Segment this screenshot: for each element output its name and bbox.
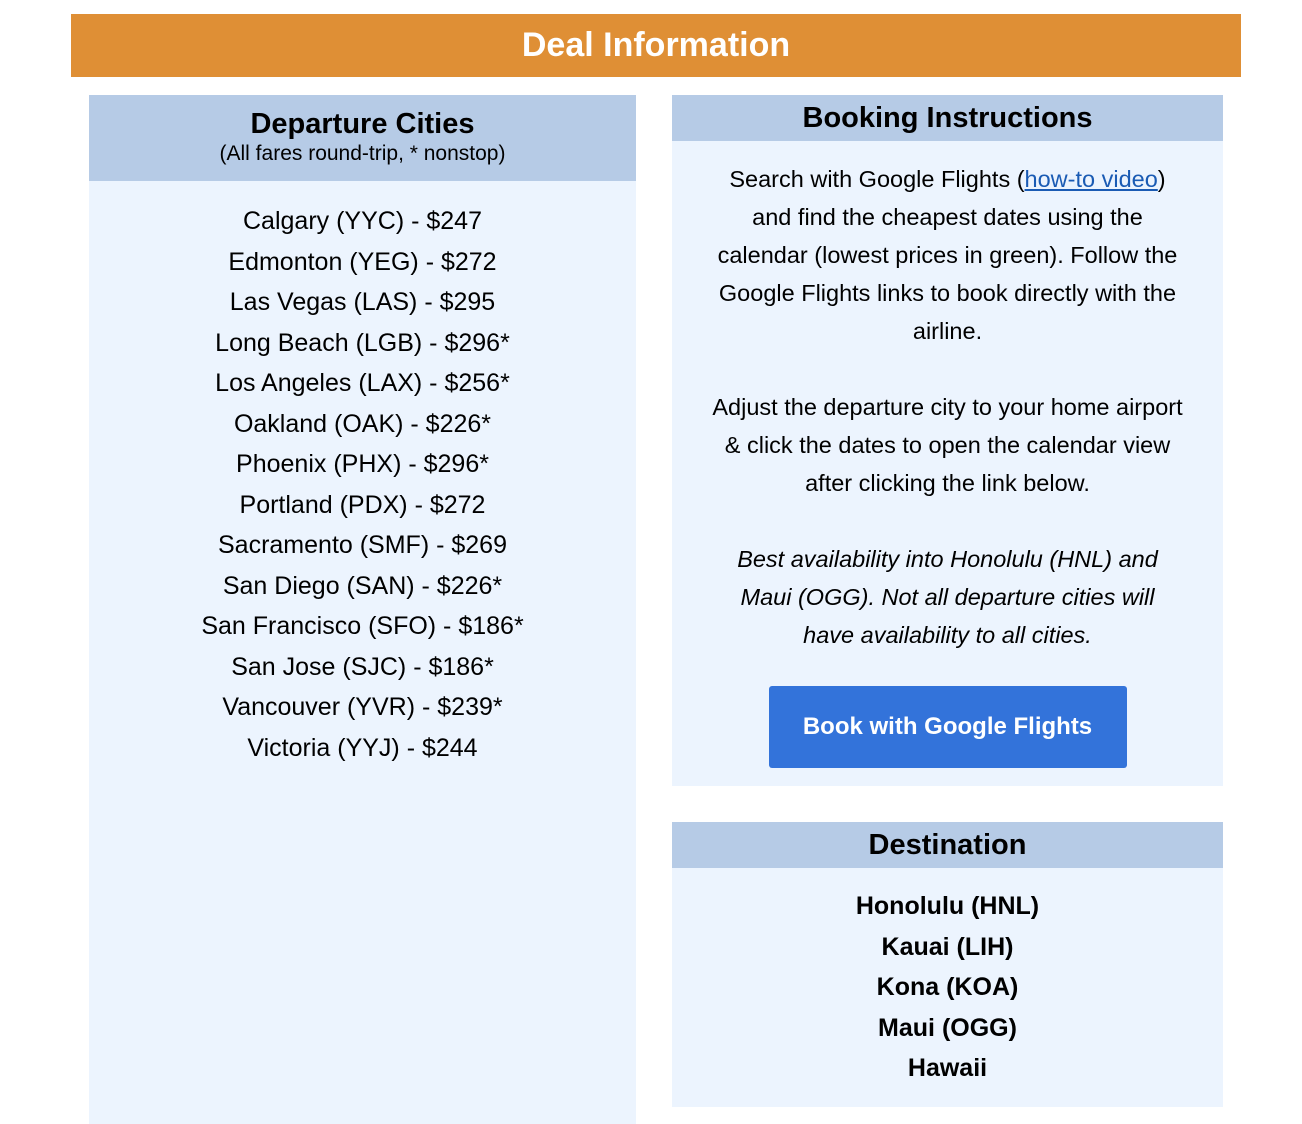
list-item: Vancouver (YVR) - $239*	[222, 693, 503, 721]
departure-cities-subtitle: (All fares round-trip, * nonstop)	[219, 142, 506, 165]
list-item: Sacramento (SMF) - $269	[218, 531, 507, 559]
booking-paragraph-availability: Best availability into Honolulu (HNL) and Maui (OGG). Not all departure cities will have availability to all cities.	[737, 546, 1158, 648]
list-item: Las Vegas (LAS) - $295	[229, 288, 496, 316]
list-item: Edmonton (YEG) - $272	[228, 247, 497, 276]
list-item: San Diego (SAN) - $226*	[222, 571, 503, 600]
list-item: Hawaii	[907, 1054, 988, 1082]
destination-list	[672, 868, 1223, 1089]
list-item: Calgary (YYC) - $247	[243, 207, 482, 235]
deal-banner	[71, 14, 1241, 77]
list-item: Maui (OGG)	[878, 1013, 1017, 1042]
booking-text: ) and find the cheapest dates using the calendar (lowest prices in green). Follow the Google Flights links to book directly with the airline.	[717, 166, 1178, 344]
list-item: Honolulu (HNL)	[855, 892, 1040, 920]
banner-title: Deal Information	[521, 26, 791, 64]
list-item: Oakland (OAK) - $226*	[233, 409, 492, 438]
booking-text: Search with Google Flights (	[729, 166, 1025, 192]
booking-instructions-panel	[672, 95, 1223, 786]
destination-title: Destination	[868, 829, 1027, 861]
list-item: Portland (PDX) - $272	[239, 490, 486, 519]
departure-cities-title: Departure Cities	[250, 108, 475, 140]
departure-city-list	[89, 181, 636, 768]
list-item: Victoria (YYJ) - $244	[247, 733, 478, 762]
booking-paragraph-search	[712, 160, 1183, 350]
destination-header	[672, 822, 1223, 868]
how-to-video-link[interactable]: how-to video	[1024, 166, 1158, 192]
booking-instructions-header	[672, 95, 1223, 141]
list-item: San Jose (SJC) - $186*	[231, 652, 494, 681]
list-item: Phoenix (PHX) - $296*	[236, 450, 489, 478]
booking-instructions-body	[672, 141, 1223, 768]
list-item: San Francisco (SFO) - $186*	[201, 612, 524, 640]
list-item: Kona (KOA)	[876, 973, 1019, 1001]
departure-cities-header	[89, 95, 636, 181]
booking-paragraph-adjust: Adjust the departure city to your home airport & click the dates to open the calendar view after clicking the link below.	[712, 394, 1183, 496]
book-with-google-flights-button[interactable]: Book with Google Flights	[769, 686, 1127, 768]
destination-panel	[672, 822, 1223, 1107]
list-item: Los Angeles (LAX) - $256*	[215, 369, 510, 397]
list-item: Long Beach (LGB) - $296*	[215, 328, 510, 357]
departure-cities-panel	[89, 95, 636, 1124]
booking-instructions-title: Booking Instructions	[802, 102, 1093, 134]
list-item: Kauai (LIH)	[881, 932, 1014, 961]
